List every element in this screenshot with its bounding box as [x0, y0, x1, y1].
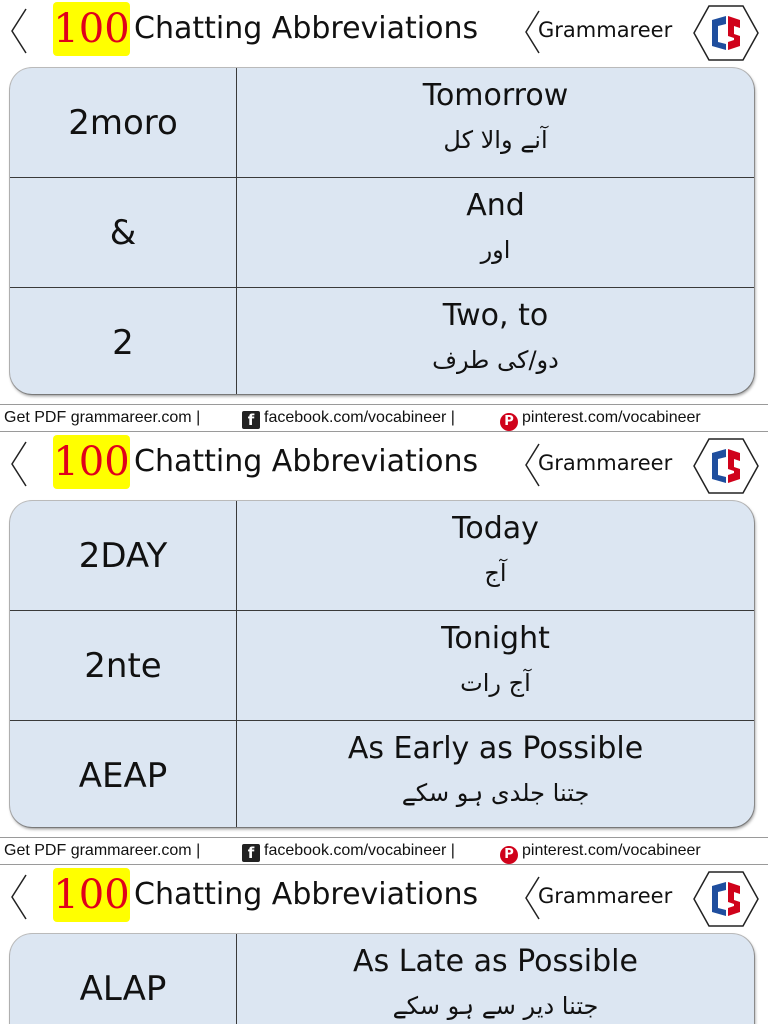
get-pdf-label: Get PDF — [4, 409, 67, 426]
grammareer-logo-icon — [692, 870, 760, 928]
abbreviation-cell: 2DAY — [78, 535, 168, 576]
meaning-english: As Late as Possible — [353, 944, 638, 979]
count-badge: 100 — [53, 868, 130, 922]
pinterest-link[interactable]: pinterest.com/vocabineer — [522, 842, 701, 859]
table-row — [10, 288, 754, 394]
chevron-left-icon[interactable] — [8, 872, 30, 922]
footer-divider: | — [450, 409, 455, 426]
chevron-left-icon[interactable] — [8, 6, 30, 56]
slide-3 — [0, 866, 768, 1024]
pinterest-link[interactable]: pinterest.com/vocabineer — [522, 409, 701, 426]
grammareer-logo-icon — [692, 4, 760, 62]
meaning-urdu: دو/کی طرف — [432, 346, 559, 374]
footer-divider: | — [450, 842, 455, 859]
abbreviation-cell: & — [109, 212, 137, 253]
count-badge: 100 — [53, 435, 130, 489]
footer-divider: | — [196, 409, 201, 426]
meaning-urdu: آج — [484, 559, 507, 587]
pinterest-icon: P — [500, 846, 518, 864]
meaning-urdu: آنے والا کل — [443, 126, 548, 154]
slide-header — [0, 433, 768, 495]
abbreviation-cell: AEAP — [78, 755, 168, 796]
slide-1 — [0, 0, 768, 432]
meaning-urdu: آج رات — [460, 669, 531, 697]
page-title: Chatting Abbreviations — [134, 444, 479, 479]
brand-name: Grammareer — [538, 884, 673, 908]
footer-bar — [0, 404, 768, 432]
site-link[interactable]: grammareer.com — [70, 842, 192, 859]
meaning-urdu: جتنا دیر سے ہو سکے — [392, 992, 599, 1020]
footer-bar — [0, 837, 768, 865]
meaning-english: As Early as Possible — [347, 731, 644, 766]
count-badge: 100 — [53, 2, 130, 56]
meaning-english: Tonight — [441, 621, 550, 656]
slide-2 — [0, 433, 768, 865]
slide-header — [0, 866, 768, 928]
table-row — [10, 934, 754, 1024]
meaning-english: Tomorrow — [422, 78, 569, 113]
page-title: Chatting Abbreviations — [134, 11, 479, 46]
table-row — [10, 68, 754, 177]
meaning-english: And — [466, 188, 525, 223]
page-title: Chatting Abbreviations — [134, 877, 479, 912]
abbreviation-cell: 2 — [112, 322, 134, 363]
table-row — [10, 178, 754, 287]
brand — [522, 4, 768, 60]
abbreviation-table — [10, 501, 754, 827]
meaning-english: Two, to — [442, 298, 549, 333]
facebook-link[interactable]: facebook.com/vocabineer — [264, 842, 447, 859]
abbreviation-cell: 2nte — [84, 645, 162, 686]
pinterest-icon: P — [500, 413, 518, 431]
abbreviation-cell: ALAP — [79, 968, 167, 1009]
facebook-link[interactable]: facebook.com/vocabineer — [264, 409, 447, 426]
site-link[interactable]: grammareer.com — [70, 409, 192, 426]
brand — [522, 870, 768, 926]
meaning-urdu: اور — [480, 236, 511, 264]
facebook-icon: f — [242, 411, 260, 429]
brand — [522, 437, 768, 493]
table-row — [10, 721, 754, 827]
meaning-urdu: جتنا جلدی ہو سکے — [401, 779, 590, 807]
table-row — [10, 501, 754, 610]
chevron-left-icon[interactable] — [8, 439, 30, 489]
brand-name: Grammareer — [538, 18, 673, 42]
abbreviation-cell: 2moro — [68, 102, 178, 143]
get-pdf-label: Get PDF — [4, 842, 67, 859]
table-row — [10, 611, 754, 720]
abbreviation-table — [10, 934, 754, 1024]
facebook-icon: f — [242, 844, 260, 862]
abbreviation-table — [10, 68, 754, 394]
brand-name: Grammareer — [538, 451, 673, 475]
grammareer-logo-icon — [692, 437, 760, 495]
meaning-english: Today — [452, 511, 539, 546]
footer-divider: | — [196, 842, 201, 859]
slide-header — [0, 0, 768, 62]
